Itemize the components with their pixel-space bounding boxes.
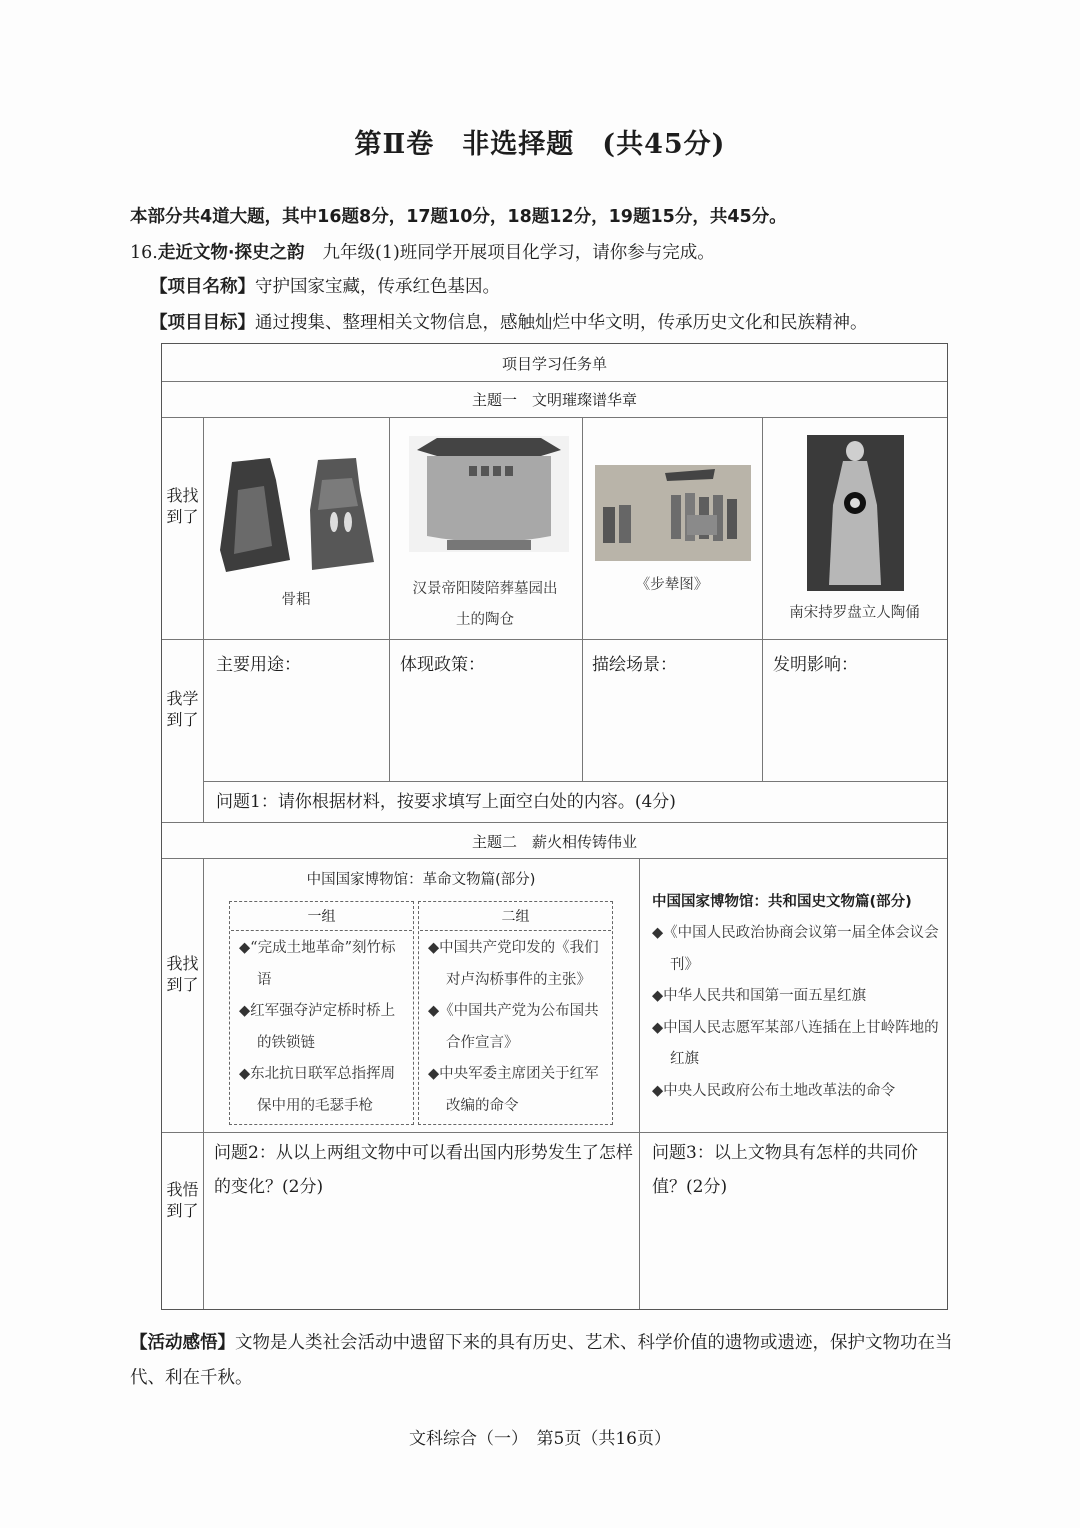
list-item: ◆《中国共产党为公布国共合作宣言》 <box>428 1003 599 1051</box>
section-title: 第Ⅱ卷 非选择题 (共45分) <box>354 129 726 160</box>
group-1-label: 一组 <box>307 909 336 925</box>
group-2-list <box>428 933 608 1122</box>
figurine-image <box>807 435 904 591</box>
pottery-granary-image <box>409 436 569 552</box>
project-goal-label: 【项目目标】 <box>150 313 255 333</box>
museum-prc-title: 中国国家博物馆：共和国史文物篇(部分) <box>652 894 912 910</box>
list-item: ◆中国人民志愿军某部八连插在上甘岭阵地的红旗 <box>652 1019 939 1067</box>
bone-spade-image <box>218 450 376 578</box>
intro-text: 本部分共4道大题，其中16题8分，17题10分，18题12分，19题15分，共45分。 <box>130 207 787 227</box>
question-2: 问题2：从以上两组文物中可以看出国内形势发生了怎样的变化？(2分) <box>214 1143 633 1197</box>
project-goal <box>150 309 868 334</box>
question-1: 问题1：请你根据材料，按要求填写上面空白处的内容。(4分) <box>216 792 676 812</box>
activity-label: 【活动感悟】 <box>130 1333 235 1353</box>
project-goal-text: 通过搜集、整理相关文物信息，感触灿烂中华文明，传承历史文化和民族精神。 <box>255 313 868 333</box>
field-scene: 描绘场景： <box>592 655 677 675</box>
list-item: ◆《中国人民政治协商会议第一届全体会议会刊》 <box>652 925 939 973</box>
list-item: ◆东北抗日联军总指挥周保中用的毛瑟手枪 <box>239 1066 396 1114</box>
prc-list <box>652 918 944 1107</box>
project-name-text: 守护国家宝藏，传承红色基因。 <box>255 277 500 297</box>
learned-label: 我学到了 <box>166 689 199 729</box>
found-label-1: 我找到了 <box>166 486 199 526</box>
list-item: ◆中央军委主席团关于红军改编的命令 <box>428 1066 599 1114</box>
question-16-heading <box>130 239 715 264</box>
field-impact: 发明影响： <box>773 655 858 675</box>
realized-label: 我悟到了 <box>166 1180 199 1220</box>
table-header: 项目学习任务单 <box>501 355 607 373</box>
list-item: ◆中央人民政府公布土地改革法的命令 <box>652 1082 896 1099</box>
list-item: ◆中华人民共和国第一面五星红旗 <box>652 988 867 1004</box>
activity-reflection <box>130 1326 960 1396</box>
project-name-label: 【项目名称】 <box>150 277 255 297</box>
question-theme: 走近文物·探史之韵 <box>157 243 305 263</box>
question-desc: 九年级(1)班同学开展项目化学习，请你参与完成。 <box>322 243 715 263</box>
task-table <box>161 343 948 1310</box>
activity-text: 文物是人类社会活动中遗留下来的具有历史、艺术、科学价值的遗物或遗迹，保护文物功在当代、利在千秋。 <box>130 1333 953 1388</box>
list-item: ◆中国共产党印发的《我们对卢沟桥事件的主张》 <box>428 940 599 988</box>
artifact-caption-2: 汉景帝阳陵陪葬墓园出土的陶仓 <box>412 581 558 628</box>
artifact-caption-1: 骨耜 <box>281 592 311 608</box>
group-2-label: 二组 <box>501 909 530 925</box>
artifact-caption-4: 南宋持罗盘立人陶俑 <box>789 605 920 621</box>
artifact-caption-3: 《步辇图》 <box>635 577 709 593</box>
question-number: 16. <box>130 243 158 263</box>
theme-1: 主题一 文明璀璨谱华章 <box>471 391 637 409</box>
museum-revolution-title: 中国国家博物馆：革命文物篇(部分) <box>306 872 536 888</box>
theme-2: 主题二 薪火相传铸伟业 <box>471 833 637 851</box>
project-name <box>150 273 500 298</box>
field-policy: 体现政策： <box>400 655 485 675</box>
list-item: ◆“完成土地革命”刻竹标语 <box>239 940 396 988</box>
list-item: ◆红军强夺泸定桥时桥上的铁锁链 <box>239 1003 396 1051</box>
found-label-2: 我找到了 <box>166 954 199 994</box>
page-footer: 文科综合（一） 第5页（共16页） <box>409 1429 671 1449</box>
field-usage: 主要用途： <box>216 655 301 675</box>
group-1-list <box>239 933 409 1122</box>
painting-image <box>595 465 751 561</box>
question-3: 问题3：以上文物具有怎样的共同价值？(2分) <box>652 1143 918 1197</box>
